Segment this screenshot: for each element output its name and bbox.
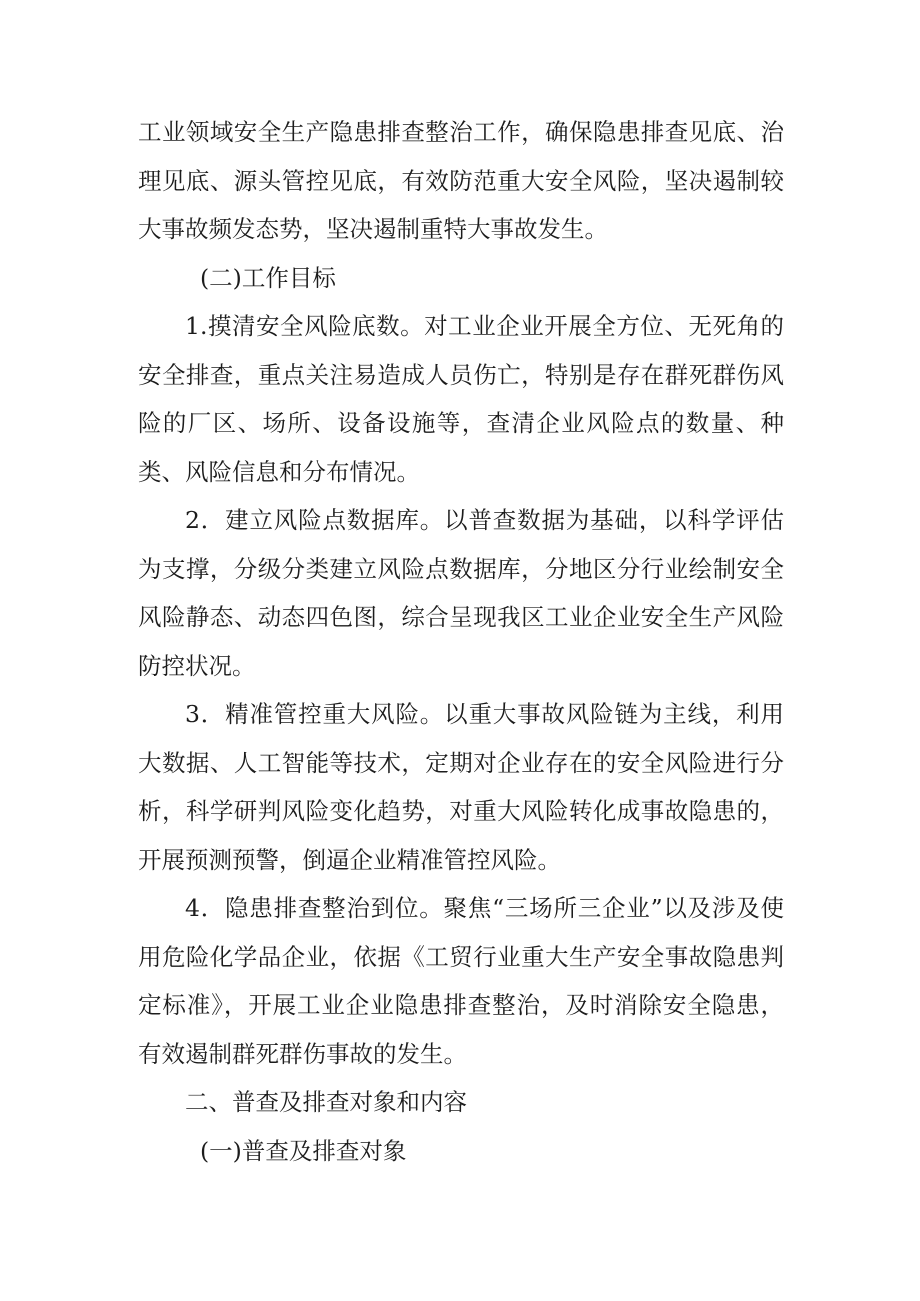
paragraph-goal-2: 2．建立风险点数据库。以普查数据为基础，以科学评估为支撑，分级分类建立风险点数据库，分地区分行业绘制安全风险静态、动态四色图，综合呈现我区工业企业安全生产风险防控状况。 bbox=[138, 506, 784, 680]
paragraph-goal-3: 3．精准管控重大风险。以重大事故风险链为主线，利用大数据、人工智能等技术，定期对企业存在的安全风险进行分析，科学研判风险变化趋势，对重大风险转化成事故隐患的，开展预测预警，倒逼企业精准管控风险。 bbox=[138, 700, 784, 874]
section-heading-survey-objects: 二、普查及排查对象和内容 bbox=[185, 1088, 467, 1116]
subheading-work-goals: (二)工作目标 bbox=[200, 263, 336, 292]
paragraph-goal-1: 1.摸清安全风险底数。对工业企业开展全方位、无死角的安全排查，重点关注易造成人员伤亡，特别是存在群死群伤风险的厂区、场所、设备设施等，查清企业风险点的数量、种类、风险信息和分布情况。 bbox=[138, 312, 784, 486]
paragraph-continuation: 工业领域安全生产隐患排查整治工作，确保隐患排查见底、治理见底、源头管控见底，有效防范重大安全风险，坚决遏制较大事故频发态势，坚决遏制重特大事故发生。 bbox=[138, 118, 784, 243]
subheading-survey-objects: (一)普查及排查对象 bbox=[200, 1136, 407, 1165]
paragraph-goal-4: 4．隐患排查整治到位。聚焦“三场所三企业”以及涉及使用危险化学品企业，依据《工贸行业重大生产安全事故隐患判定标准》，开展工业企业隐患排查整治，及时消除安全隐患，有效遏制群死群伤事故的发生。 bbox=[138, 894, 784, 1068]
document-body bbox=[138, 108, 784, 1175]
